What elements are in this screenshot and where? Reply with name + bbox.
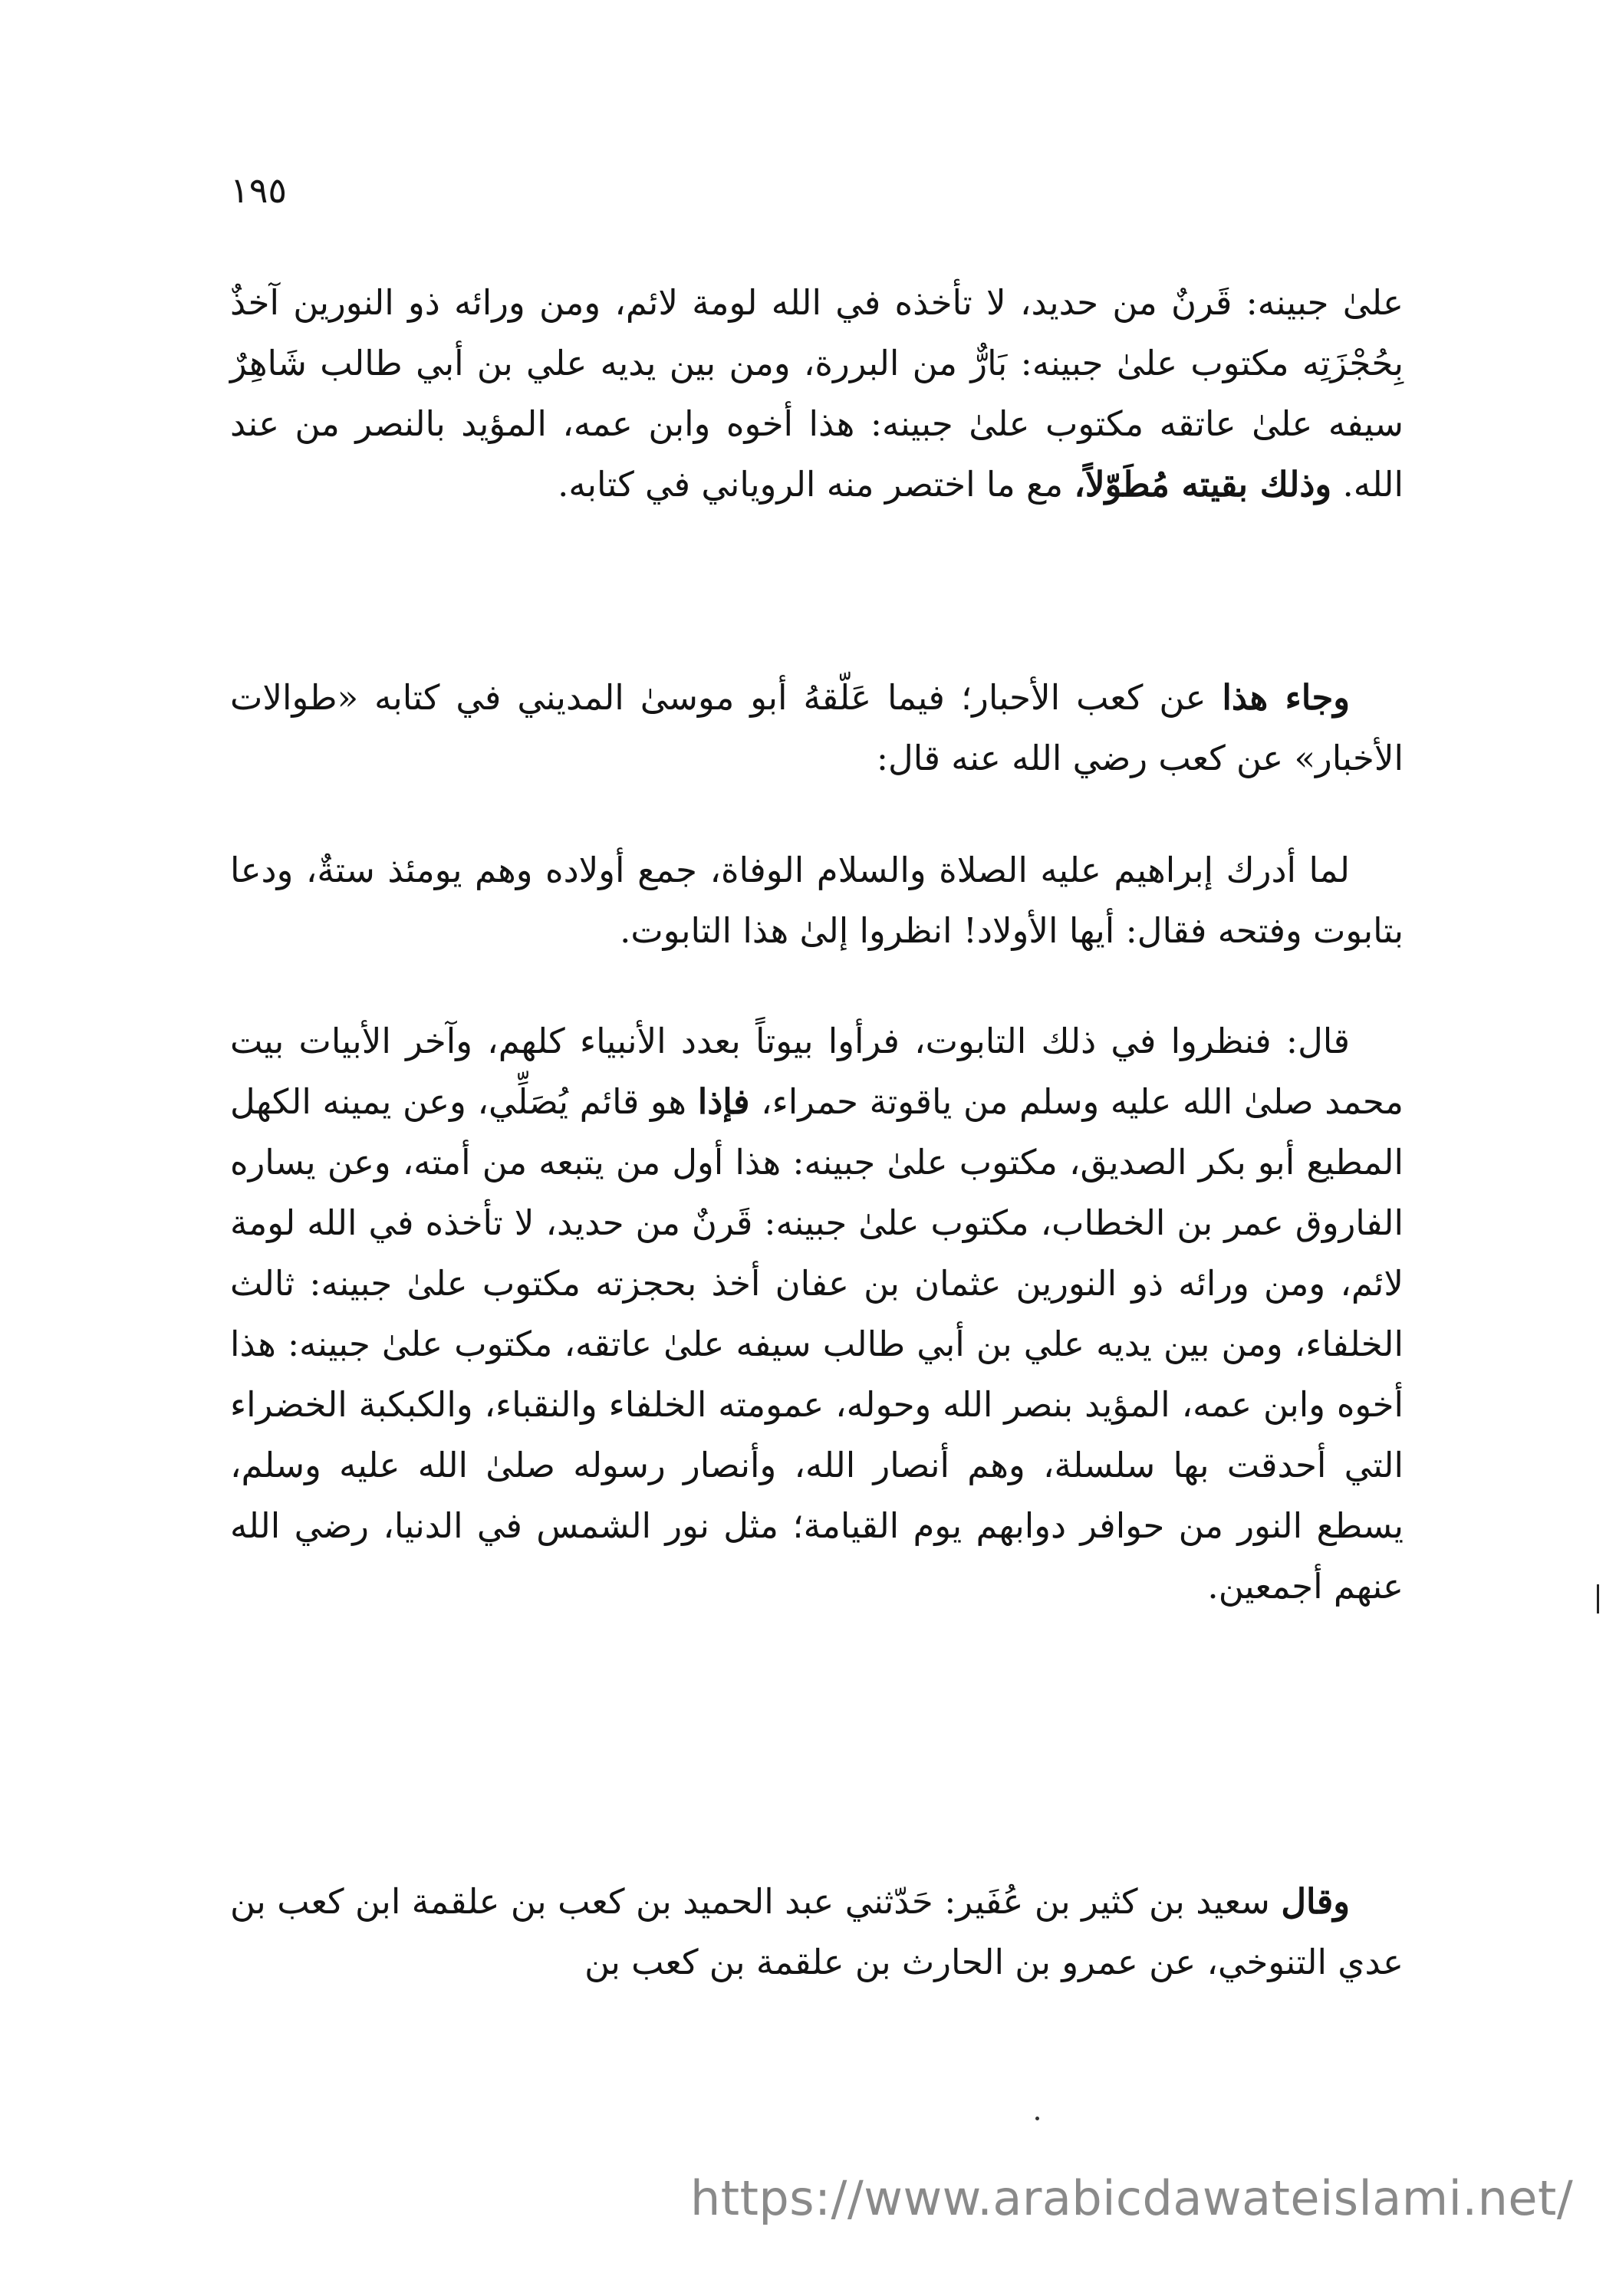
paragraph-tabut (230, 1011, 1404, 1617)
paragraph-text: سعيد بن كثير بن عُفَير: حَدّثني عبد الحميد بن كعب بن علقمة ابن كعب بن عدي التنوخي، عن عمرو بن الحارث بن علقمة بن كعب بن (230, 1881, 1404, 1982)
paragraph-ibrahim (230, 840, 1404, 961)
scan-dot (1035, 2117, 1039, 2120)
paragraph-text: قال: فنظروا في ذلك التابوت، فرأوا بيوتاً بعدد الأنبياء كلهم، وآخر الأبيات بيت محمد صلىٰ الله عليه وسلم من ياقوتة حمراء، (230, 1021, 1404, 1122)
scan-margin-mark (1597, 1584, 1599, 1613)
page-number: ١٩٥ (230, 169, 288, 211)
paragraph-text: لما أدرك إبراهيم عليه الصلاة والسلام الوفاة، جمع أولاده وهم يومئذ ستةٌ، ودعا بتابوت وفتحه فقال: أيها الأولاد! انظروا إلىٰ هذا التابوت. (230, 850, 1404, 951)
lead-word: وجاء هذا (1222, 677, 1350, 718)
bold-phrase: وذلك بقيته مُطَوّلاً، (1074, 464, 1332, 505)
paragraph-kaab-intro (230, 667, 1404, 788)
paragraph-tail: هو قائم يُصَلِّي، وعن يمينه الكهل المطيع أبو بكر الصديق، مكتوب علىٰ جبينه: هذا أول من يتبعه من أمته، وعن يساره الفاروق عمر بن الخطاب، مكتوب علىٰ جبينه: قَرنٌ من حديد، لا تأخذه في الله لومة لائم، ومن ورائه ذو النورين عثمان بن عفان أخذ بحجزته مكتوب علىٰ جبينه: ثالث الخلفاء، ومن بين يديه علي بن أبي طالب سيفه علىٰ عاتقه، مكتوب علىٰ جبينه: هذا أخوه وابن عمه، المؤيد بنصر الله وحوله، عمومته الخلفاء والنقباء، والكبكبة الخضراء التي أحدقت بها سلسلة، وهم أنصار الله، وأنصار رسوله صلىٰ الله عليه وسلم، يسطع النور من حوافر دوابهم يوم القيامة؛ مثل نور الشمس في الدنيا، رضي الله عنهم أجمعين. (230, 1081, 1404, 1607)
watermark-url: https://www.arabicdawateislami.net/ (690, 2170, 1574, 2226)
paragraph-said (230, 1871, 1404, 1992)
paragraph-continuation (230, 272, 1404, 515)
lead-word: وقال (1281, 1881, 1351, 1922)
paragraph-text: علىٰ جبينه: قَرنٌ من حديد، لا تأخذه في الله لومة لائم، ومن ورائه ذو النورين آخذٌ بِحُجْزَتِه مكتوب علىٰ جبينه: بَارٌّ من البررة، ومن بين يديه علي بن أبي طالب شَاهِرٌ سيفه علىٰ عاتقه مكتوب علىٰ جبينه: هذا أخوه وابن عمه، المؤيد بالنصر من عند الله. (230, 282, 1404, 505)
paragraph-text: عن كعب الأحبار؛ فيما عَلّقهُ أبو موسىٰ المديني في كتابه «طوالات الأخبار» عن كعب رضي الله عنه قال: (230, 677, 1404, 778)
bold-word: فإذا (697, 1081, 750, 1122)
paragraph-tail: مع ما اختصر منه الروياني في كتابه. (558, 464, 1064, 505)
